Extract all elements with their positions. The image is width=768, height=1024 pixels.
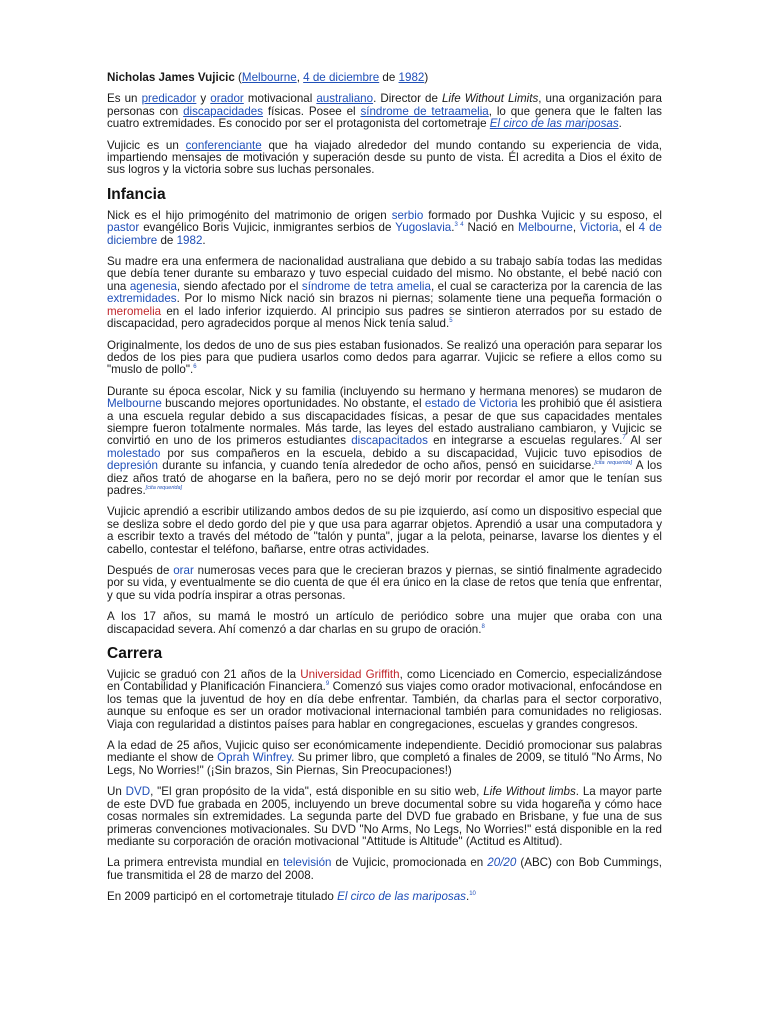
reference-3-4[interactable]: 3 4 bbox=[454, 222, 464, 229]
link-sindrome-tetra-amelia[interactable]: síndrome de tetra amelia bbox=[301, 279, 431, 293]
paragraph-conferenciante: Vujicic es un conferenciante que ha viajado alrededor del mundo contando su experiencia de vida, impartiendo mensajes de motivación y superación desde su punto de vista. Él acredita a Dios el éxito de sus logros y la victoria sobre sus luchas personales. bbox=[107, 138, 662, 177]
paragraph-aprendizaje: Vujicic aprendió a escribir utilizando ambos dedos de su pie izquierdo, así como un dispositivo especial que se desliza sobre el dedo gordo del pie y que usa para agarrar objetos. Aprendió a usar una computadora y a escribir texto a través del método de "talón y punta", jugar a la pelota, peinarse, lavarse los dientes y el cabello, contestar el teléfono, bañarse, entre otras actividades. bbox=[107, 505, 662, 556]
paragraph-escuela: Durante su época escolar, Nick y su familia (incluyendo su hermano y hermana menores) se mudaron de Melbourne buscando mejores oportunidades. No obstante, el estado de Victoria les prohibió que él asistiera a una escuela regular debido a sus discapacidades físicas, a pesar de que sus capacidades mentales siempre fueron totalmente normales. Más tarde, las leyes del estado australiano cambiaron, y Vujicic se convirtió en uno de los primeros estudiantes discapacitados en integrarse a escuelas regulares.$^7$ Al ser molestado por sus compañeros en la escuela, debido a su discapacidad, Vujicic tuvo episodios de depresión durante su infancia, y cuando tenía alrededor de ocho años, pensó en suicidarse.[cita requerida] A los diez años trató de ahogarse en la bañera, pero no se dejó morir por recordar el amor que le tenían sus padres.[cita requerida] bbox=[107, 384, 663, 497]
link-extremidades[interactable]: extremidades bbox=[107, 292, 177, 306]
heading-infancia: Infancia bbox=[107, 185, 166, 203]
link-pastor[interactable]: pastor bbox=[107, 221, 140, 235]
link-yugoslavia[interactable]: Yugoslavia bbox=[395, 221, 452, 235]
reference-5[interactable]: 5 bbox=[449, 318, 453, 325]
link-20-20[interactable]: 20/20 bbox=[487, 856, 517, 870]
citation-needed-1[interactable]: [cita requerida] bbox=[594, 460, 632, 467]
link-birth-year-2[interactable]: 1982 bbox=[176, 233, 203, 247]
link-birth-year[interactable]: 1982 bbox=[398, 71, 425, 84]
paragraph-dedos: Originalmente, los dedos de uno de sus pies estaban fusionados. Se realizó una operación para separar los dedos de los pies para que pudiera usarlos como dedos para agarrar. Vujicic se refiere a ellos como su "muslo de pollo".$^6$ bbox=[107, 338, 662, 377]
link-melbourne-2[interactable]: Melbourne bbox=[518, 221, 573, 235]
reference-9[interactable]: 9 bbox=[325, 681, 330, 688]
paragraph-graduacion: Vujicic se graduó con 21 años de la Universidad Griffith, como Licenciado en Comercio, especializándose en Contabilidad y Planificación Financiera.$^9$ Comenzó sus viajes como orador motivacional, enfocándose en los temas que la juventud de hoy en día debe enfrentar. También, da charlas para el sector corporativo, aunque su enfoque es ser un orador motivacional internacional también para comunidades no religiosas. Viaja con regularidad a distintos países para hablar en congregaciones, escuelas y grandes congresos. bbox=[107, 668, 663, 731]
link-orador[interactable]: orador bbox=[210, 92, 244, 106]
link-birth-date-2[interactable]: 4 de diciembre bbox=[107, 221, 662, 247]
link-estado-victoria[interactable]: estado de Victoria bbox=[424, 397, 518, 411]
paragraph-libro: A la edad de 25 años, Vujicic quiso ser económicamente independiente. Decidió promocionar sus palabras mediante el show de Oprah Winfrey. Su primer libro, que completó a finales de 2009, se tituló "No Arms, No Legs, No Worries!" (¡Sin brazos, Sin Piernas, Sin Preocupaciones!) bbox=[107, 739, 662, 777]
link-circo-mariposas[interactable]: El circo de las mariposas bbox=[489, 117, 619, 131]
link-australiano[interactable]: australiano bbox=[316, 92, 374, 106]
link-universidad-griffith[interactable]: Universidad Griffith bbox=[300, 668, 400, 682]
article bbox=[107, 72, 662, 913]
link-victoria[interactable]: Victoria bbox=[580, 221, 619, 235]
link-depresion[interactable]: depresión bbox=[107, 459, 158, 473]
reference-6[interactable]: 6 bbox=[193, 364, 197, 371]
paragraph-summary: Es un predicador y orador motivacional australiano. Director de Life Without Limits, una organización para personas con discapacidades físicas. Posee el síndrome de tetraamelia, lo que genera que le falten las cuatro extremidades. Es conocido por ser el protagonista del cortometraje El circo de las mariposas. bbox=[107, 92, 662, 131]
link-agenesia[interactable]: agenesia bbox=[129, 279, 177, 293]
link-circo-mariposas-2[interactable]: El circo de las mariposas bbox=[337, 890, 466, 904]
link-birth-date[interactable]: 4 de diciembre bbox=[303, 71, 380, 84]
link-meromelia[interactable]: meromelia bbox=[107, 304, 162, 318]
link-orar[interactable]: orar bbox=[173, 564, 194, 577]
link-melbourne-3[interactable]: Melbourne bbox=[107, 397, 162, 411]
reference-10[interactable]: 10 bbox=[469, 891, 476, 898]
reference-7[interactable]: 7 bbox=[622, 435, 626, 442]
intro-line: Nicholas James Vujicic (Melbourne, 4 de diciembre de 1982) bbox=[107, 71, 429, 84]
paragraph-dvd: Un DVD, "El gran propósito de la vida", está disponible en su sitio web, Life Without limbs. La mayor parte de este DVD fue grabada en 2005, incluyendo un breve documental sobre su vida hogareña y cómo hace cosas normales sin extremidades. La segunda parte del DVD fue grabado en Brisbane, y fue una de sus primeras convenciones motivacionales. Su DVD "No Arms, No Legs, No Worries!" está disponible en la red mediante su corporación de oración motivacional "Attitude is Altitude" (Actitud es Altitud). bbox=[107, 785, 662, 848]
link-dvd[interactable]: DVD bbox=[125, 785, 151, 799]
link-sindrome-tetraamelia[interactable]: síndrome de tetraamelia bbox=[360, 104, 489, 118]
link-predicador[interactable]: predicador bbox=[141, 92, 197, 106]
link-discapacidades[interactable]: discapacidades bbox=[183, 104, 264, 118]
link-discapacitados[interactable]: discapacitados bbox=[351, 434, 428, 448]
heading-carrera: Carrera bbox=[107, 645, 163, 663]
paragraph-nacimiento: Su madre era una enfermera de nacionalidad australiana que debido a su trabajo sabía todas las medidas que debía tener durante su embarazo y tuvo especial cuidado del mismo. No obstante, el bebé nació con una agenesia, siendo afectado por el síndrome de tetra amelia, el cual se caracteriza por la carencia de las extremidades. Por lo mismo Nick nació sin brazos ni piernas; solamente tiene una pequeña formación o meromelia en el lado inferior izquierdo. Al principio sus padres se sintieron aterrados por su estado de discapacidad, pero agradecidos porque al menos Nick tenía salud.$^5$ bbox=[107, 255, 662, 331]
paragraph-cortometraje: En 2009 participó en el cortometraje titulado El circo de las mariposas.$^{10}$ bbox=[107, 890, 476, 904]
link-serbio[interactable]: serbio bbox=[391, 208, 424, 222]
link-television[interactable]: televisión bbox=[283, 856, 332, 870]
link-conferenciante[interactable]: conferenciante bbox=[185, 138, 262, 152]
person-name: Nicholas James Vujicic bbox=[107, 71, 235, 84]
paragraph-origen: Nick es el hijo primogénito del matrimonio de origen serbio formado por Dushka Vujicic y su esposo, el pastor evangélico Boris Vujicic, inmigrantes serbios de Yugoslavia.$^{3 4}$ Nació en Melbourne, Victoria, el 4 de diciembre de 1982. bbox=[107, 208, 662, 247]
link-oprah-winfrey[interactable]: Oprah Winfrey bbox=[217, 751, 292, 765]
paragraph-orar: Después de orar numerosas veces para que le crecieran brazos y piernas, se sintió finalmente agradecido por su vida, y eventualmente se dio cuenta de que él era único en la clase de retos que tenía que enfrentar, y que su vida podría inspirar a otras personas. bbox=[107, 564, 662, 602]
link-melbourne[interactable]: Melbourne bbox=[241, 71, 297, 84]
link-molestado[interactable]: molestado bbox=[107, 446, 161, 460]
paragraph-17-anos: A los 17 años, su mamá le mostró un artículo de periódico sobre una mujer que oraba con una discapacidad severa. Ahí comenzó a dar charlas en su grupo de oración.$^8$ bbox=[107, 610, 662, 636]
paragraph-entrevista: La primera entrevista mundial en televisión de Vujicic, promocionada en 20/20 (ABC) con Bob Cummings, fue transmitida el 28 de marzo del 2008. bbox=[107, 856, 662, 882]
citation-needed-2[interactable]: [cita requerida] bbox=[145, 485, 183, 492]
reference-8[interactable]: 8 bbox=[481, 623, 485, 630]
